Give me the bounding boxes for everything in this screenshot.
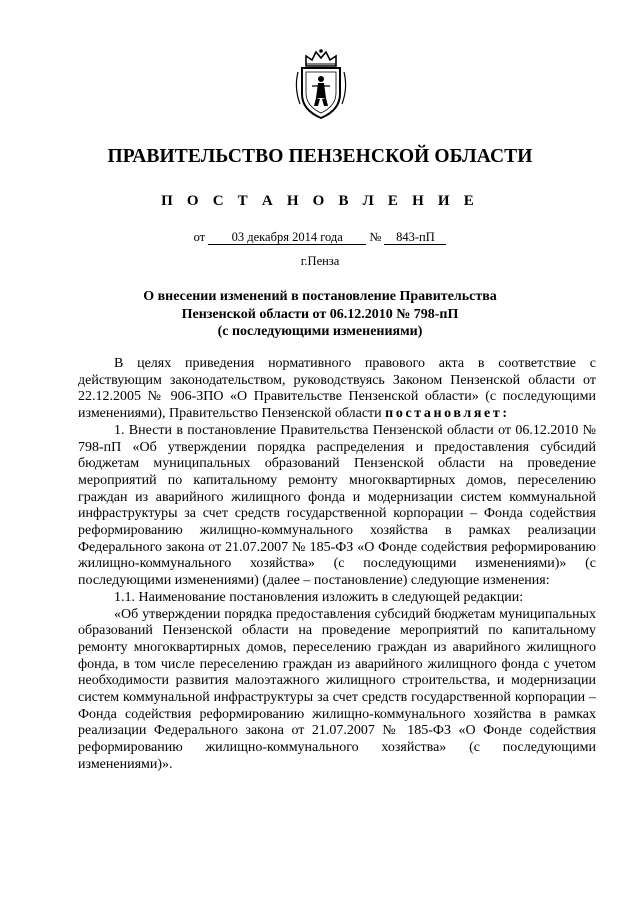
city-name: г.Пенза bbox=[300, 254, 340, 268]
quoted-paragraph: «Об утверждении порядка предоставления субсидий бюджетам муниципальных образований Пензенской области на проведение мероприятий по капитальному ремонту многоквартирных домов, переселению граждан из аварийного жилищного фонда, в том числе переселению граждан из аварийного жилищного фонда с учетом необходимости развития малоэтажного жилищного строительства, и модернизации систем коммунальной инфраструктуры за счет средств государственной корпорации – Фонда содействия реформированию жилищно-коммунального хозяйства в рамках реализации Федерального закона от 21.07.2007 № 185-ФЗ «О Фонде содействия реформированию жилищно-коммунального хозяйства» (с последующими изменениями)». bbox=[78, 606, 596, 772]
coat-of-arms-icon bbox=[292, 48, 350, 120]
preamble-paragraph bbox=[78, 356, 596, 423]
clause-paragraph: 1.1. Наименование постановления изложить в следующей редакции: bbox=[114, 589, 524, 605]
document-type: П О С Т А Н О В Л Е Н И Е bbox=[161, 193, 479, 209]
date-number-line bbox=[0, 230, 640, 245]
document-date: 03 декабря 2014 года bbox=[208, 230, 366, 245]
preamble-text: В целях приведения нормативного правового акта в соответствие с действующим законодательством, руководствуясь Законом Пензенской области от 22.12.2005 № 906-ЗПО «О Правительстве Пензенской области» (с последующими изменениями), Правительство Пензенской области bbox=[78, 356, 596, 422]
heading-line: Пензенской области от 06.12.2010 № 798-пП bbox=[181, 306, 459, 322]
document-number: 843-пП bbox=[384, 230, 446, 245]
resolution-keyword: постановляет: bbox=[385, 406, 510, 422]
document-body bbox=[78, 356, 596, 774]
document-heading bbox=[0, 288, 640, 341]
number-sign: № bbox=[369, 230, 382, 244]
heading-line: (с последующими изменениями) bbox=[217, 324, 423, 339]
clause-paragraph: 1. Внести в постановление Правительства Пензенской области от 06.12.2010 № 798-пП «Об утверждении порядка распределения и предоставления субсидий бюджетам муниципальных образований Пензенской области на проведение мероприятий по капитальному ремонту многоквартирных домов, переселению граждан из аварийного жилищного фонда и модернизации систем коммунальной инфраструктуры за счет средств государственной корпорации – Фонда содействия реформированию жилищно-коммунального хозяйства в рамках реализации Федерального закона от 21.07.2007 № 185-ФЗ «О Фонде содействия реформированию жилищно-коммунального хозяйства» (с последующими изменениями)» (с последующими изменениями) (далее – постановление) следующие изменения: bbox=[78, 422, 596, 589]
government-title: ПРАВИТЕЛЬСТВО ПЕНЗЕНСКОЙ ОБЛАСТИ bbox=[107, 146, 533, 167]
date-prefix: от bbox=[193, 230, 206, 244]
heading-line: О внесении изменений в постановление Правительства bbox=[143, 289, 497, 304]
